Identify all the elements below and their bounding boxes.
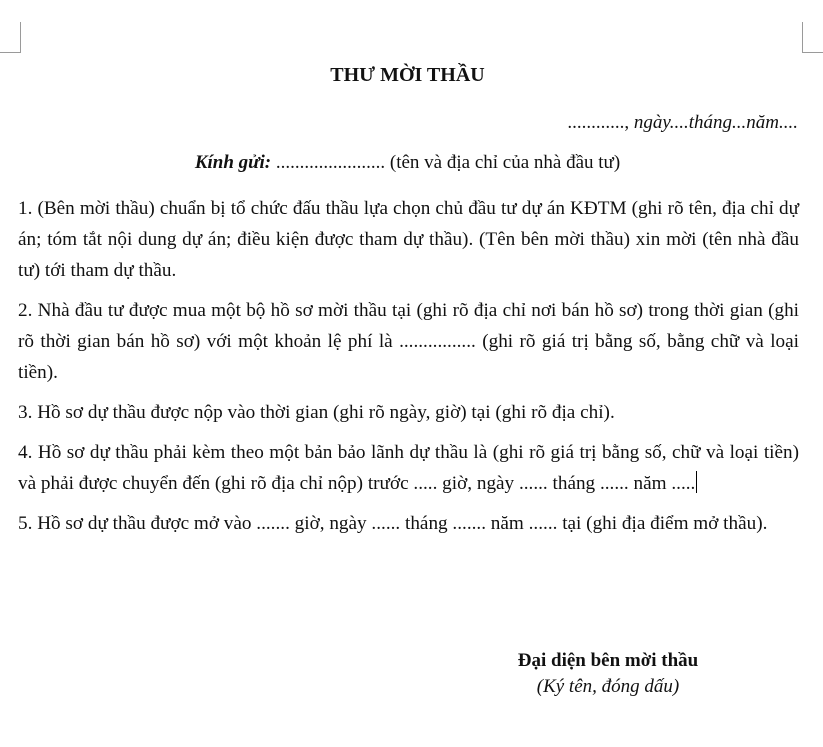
paragraph-5: 5. Hồ sơ dự thầu được mở vào ....... giờ, ngày ...... tháng ....... năm ...... tại (ghi địa điểm mở thầu). bbox=[18, 513, 768, 534]
date-line bbox=[567, 112, 798, 134]
salutation-recipient: ....................... (tên và địa chỉ của nhà đầu tư) bbox=[271, 152, 621, 173]
paragraph-3: 3. Hồ sơ dự thầu được nộp vào thời gian (ghi rõ ngày, giờ) tại (ghi rõ địa chỉ). bbox=[18, 402, 615, 423]
text-cursor bbox=[696, 471, 697, 493]
paragraph-1: 1. (Bên mời thầu) chuẩn bị tổ chức đấu thầu lựa chọn chủ đầu tư dự án KĐTM (ghi rõ tên, địa chỉ dự án; tóm tắt nội dung dự án; điều kiện được tham dự thầu). (Tên bên mời thầu) xin mời (tên nhà đầu tư) tới tham dự thầu. bbox=[18, 198, 799, 281]
document-title: THƯ MỜI THẦU bbox=[330, 64, 485, 86]
paragraph-4 bbox=[18, 437, 799, 499]
paragraph-2: 2. Nhà đầu tư được mua một bộ hồ sơ mời thầu tại (ghi rõ địa chỉ nơi bán hồ sơ) trong thời gian (ghi rõ thời gian bán hồ sơ) với một khoản lệ phí là ................ (ghi rõ giá trị bằng số, bằng chữ và loại tiền). bbox=[18, 300, 799, 383]
date-line-place: ............, bbox=[567, 112, 634, 133]
date-line-date: ngày....tháng...năm.... bbox=[633, 112, 798, 133]
signature-title: Đại diện bên mời thầu bbox=[517, 650, 699, 671]
page-corner-mark-top-left bbox=[0, 22, 21, 53]
letter-body[interactable] bbox=[18, 193, 799, 539]
signature-block bbox=[505, 648, 711, 700]
page-corner-mark-top-right bbox=[802, 22, 823, 53]
salutation-label: Kính gửi: bbox=[194, 152, 272, 173]
paragraph-4-text: 4. Hồ sơ dự thầu phải kèm theo một bản bảo lãnh dự thầu là (ghi rõ giá trị bằng số, chữ và loại tiền) và phải được chuyển đến (ghi rõ địa chỉ nộp) trước ..... giờ, ngày ...... tháng ...... năm ..... bbox=[18, 442, 799, 494]
salutation bbox=[0, 152, 815, 174]
signature-note: (Ký tên, đóng dấu) bbox=[536, 676, 680, 697]
